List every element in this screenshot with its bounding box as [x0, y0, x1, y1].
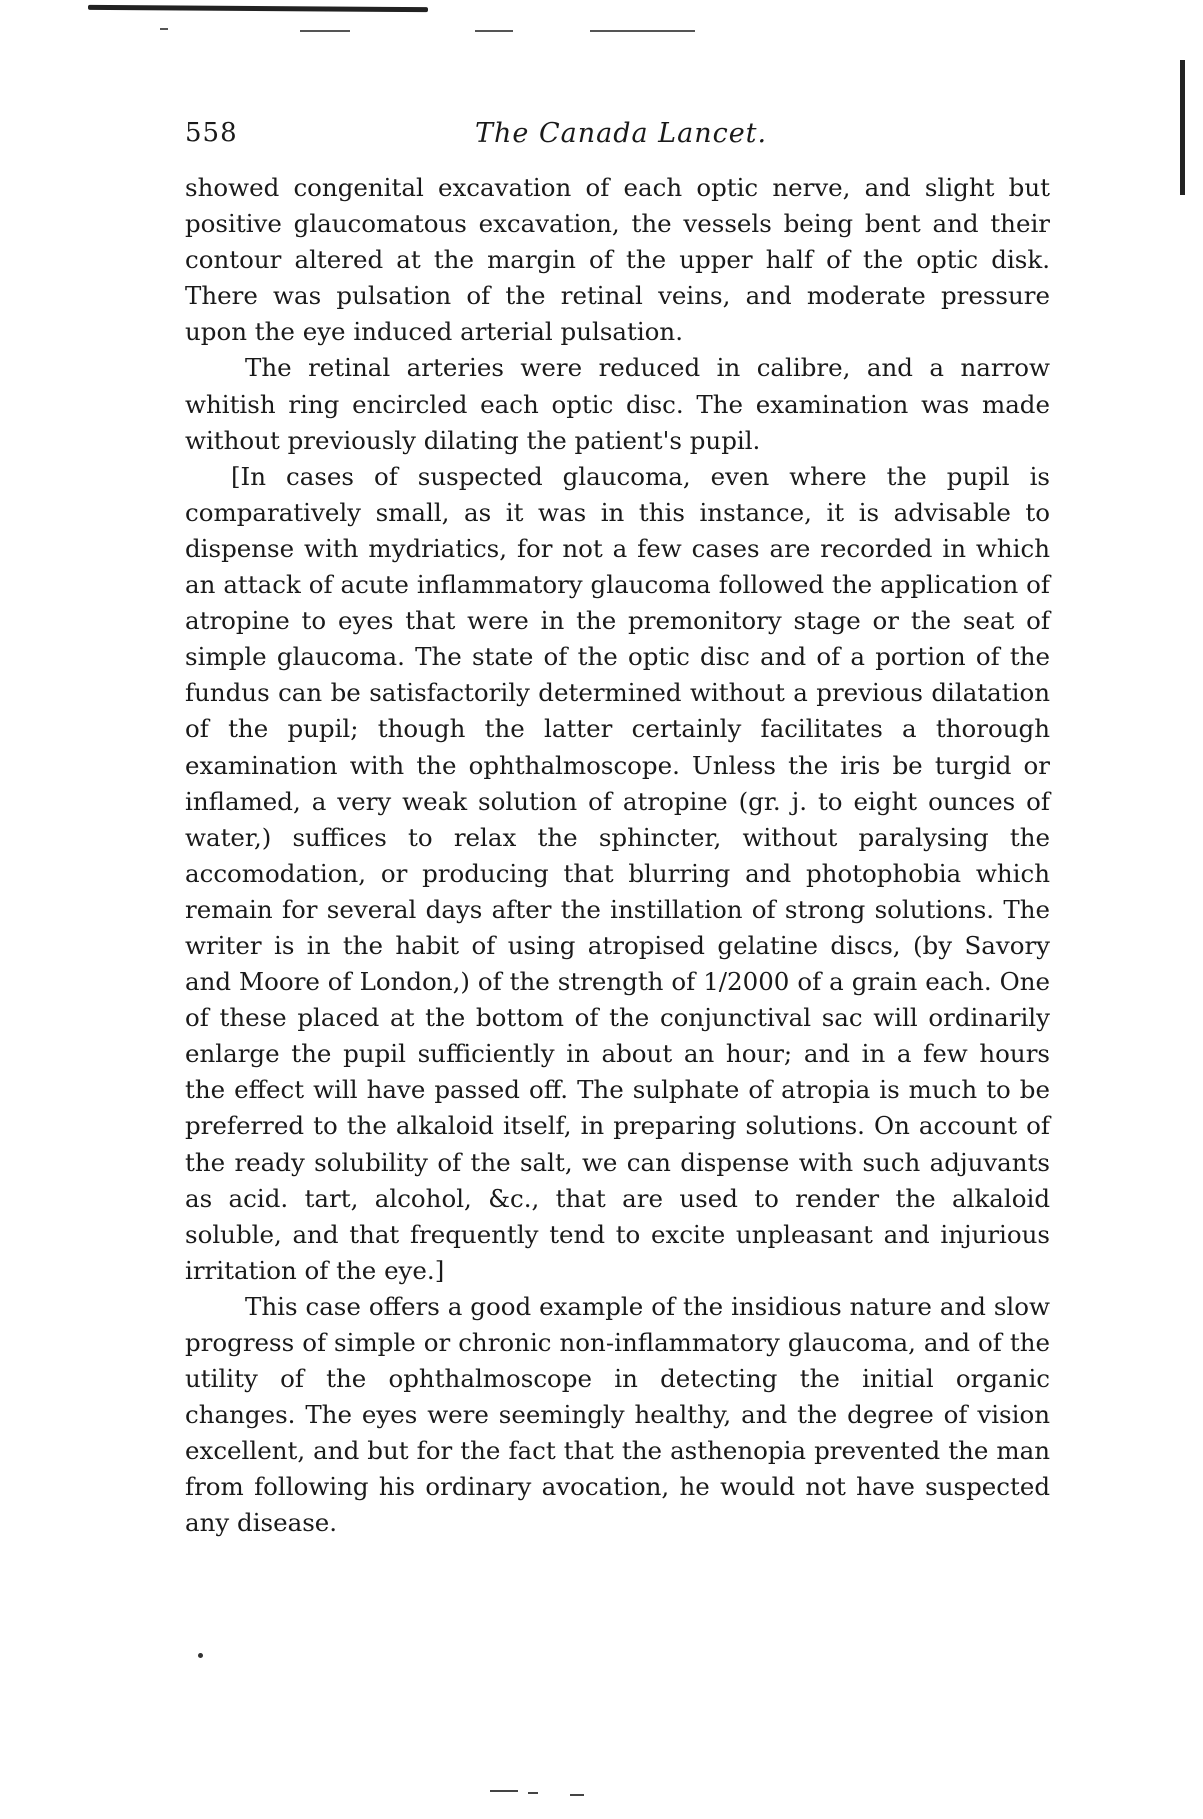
scan-artifact-dot	[198, 1653, 203, 1658]
scan-artifact-dash	[160, 28, 168, 30]
scan-artifact-side-rule	[1180, 60, 1185, 195]
scan-artifact-rule	[88, 5, 428, 12]
paragraph: showed congenital excavation of each optic nerve, and slight but positive glaucomatous excavation, the vessels being bent and their contour altered at the margin of the upper half of the optic disk. There was pulsation of the retinal veins, and moderate pressure upon the eye induced arterial pulsation.	[185, 173, 1050, 347]
scan-artifact-dash	[590, 30, 695, 32]
page-number: 558	[185, 118, 238, 148]
article-body	[185, 170, 1050, 1542]
scan-artifact-dash	[475, 30, 513, 32]
scan-artifact-dash	[528, 1792, 538, 1794]
bracketed-note-paragraph: [In cases of suspected glaucoma, even where the pupil is comparatively small, as it was in this instance, it is advisable to dispense with mydriatics, for not a few cases are recorded in which an attack of acute inflammatory glaucoma followed the application of atropine to eyes that were in the premonitory stage or the seat of simple glaucoma. The state of the optic disc and of a portion of the fundus can be satisfactorily determined without a previous dilatation of the pupil; though the latter certainly facilitates a thorough examination with the ophthalmoscope. Unless the iris be turgid or inflamed, a very weak solution of atropine (gr. j. to eight ounces of water,) suffices to relax the sphincter, without paralysing the accomodation, or producing that blurring and photophobia which remain for several days after the instillation of strong solutions. The writer is in the habit of using atropised gelatine discs, (by Savory and Moore of London,) of the strength of 1/2000 of a grain each. One of these placed at the bottom of the conjunctival sac will ordinarily enlarge the pupil sufficiently in about an hour; and in a few hours the effect will have passed off. The sulphate of atropia is much to be preferred to the alkaloid itself, in preparing solutions. On account of the ready solubility of the salt, we can dispense with such adjuvants as acid. tart, alcohol, &c., that are used to render the alkaloid soluble, and that frequently tend to excite unpleasant and injurious irritation of the eye.]	[185, 461, 1050, 1285]
page-header	[185, 118, 1055, 154]
scan-artifact-dash	[570, 1794, 584, 1796]
scan-artifact-dash	[490, 1790, 518, 1792]
paragraph: This case offers a good example of the insidious nature and slow progress of simple or chronic non-inflammatory glaucoma, and of the utility of the ophthalmoscope in detecting the initial organic changes. The eyes were seemingly healthy, and the degree of vision excellent, and but for the fact that the asthenopia prevented the man from following his ordinary avocation, he would not have suspected any disease.	[185, 1291, 1050, 1538]
scan-artifact-dash	[300, 30, 350, 32]
paragraph: The retinal arteries were reduced in calibre, and a narrow whitish ring encircled each optic disc. The examination was made without previously dilating the patient's pupil.	[185, 353, 1050, 455]
running-title: The Canada Lancet.	[475, 118, 768, 149]
